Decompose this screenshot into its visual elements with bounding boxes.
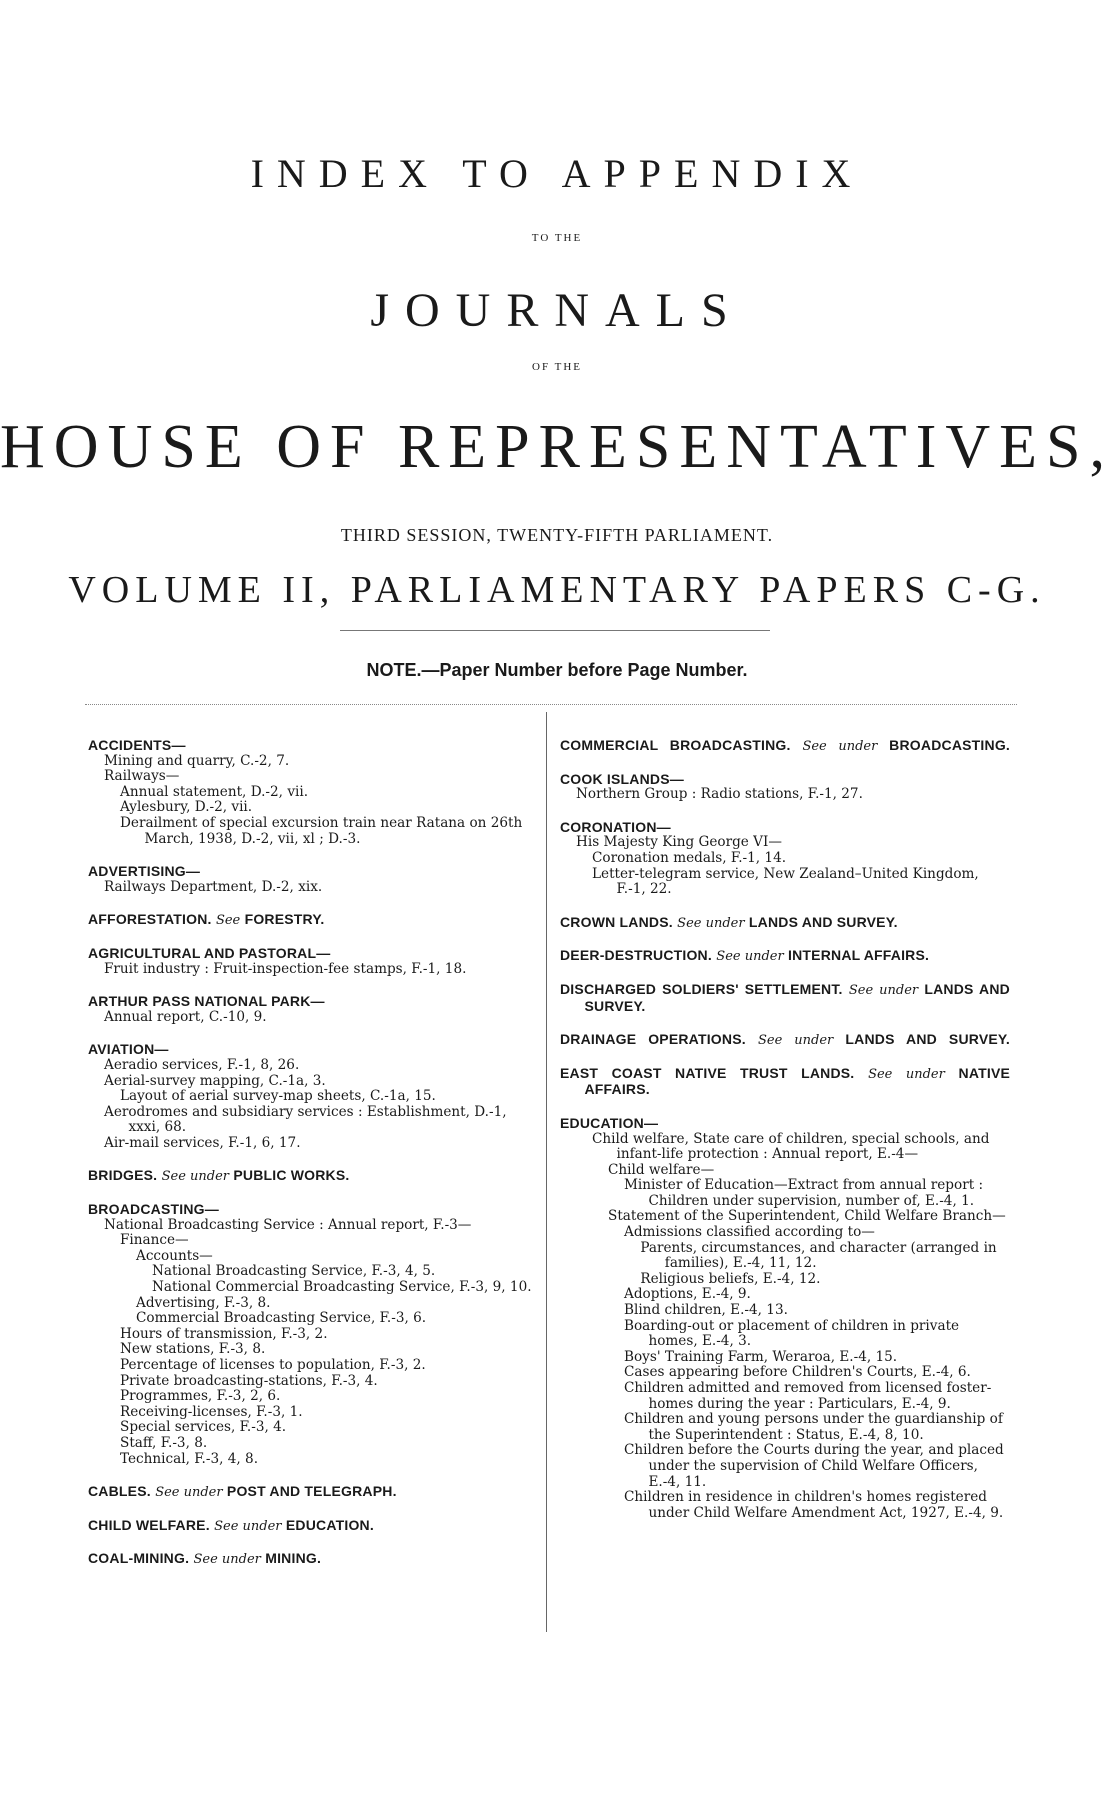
entry-line: Technical, F.-3, 4, 8. (120, 1450, 259, 1467)
index-entry-coronation (560, 820, 1010, 898)
cross-reference: MINING. (265, 1550, 322, 1567)
entry-line: Aylesbury, D.-2, vii. (120, 799, 253, 816)
entry-line: Programmes, F.-3, 2, 6. (120, 1388, 281, 1405)
entry-line: Adoptions, E.-4, 9. (624, 1286, 751, 1303)
entry-line: Aerodromes and subsidiary services : Establishment, D.-1, xxxi, 68. (104, 1103, 507, 1136)
cross-reference: LANDS AND SURVEY. (845, 1031, 1010, 1048)
index-entry-deer-destruction (560, 948, 1010, 965)
header-dotted-rule (85, 704, 1017, 705)
index-entry-advertising (88, 864, 533, 895)
entry-line: Blind children, E.-4, 13. (624, 1302, 788, 1319)
title-house-of-representatives: HOUSE OF REPRESENTATIVES, (0, 413, 1114, 481)
entry-heading: AGRICULTURAL AND PASTORAL— (88, 944, 331, 961)
cross-reference: BROADCASTING. (889, 737, 1010, 753)
index-entry-cook-islands (560, 772, 1010, 803)
index-entry-commercial-broadcasting (560, 738, 1010, 755)
entry-heading: ADVERTISING— (88, 863, 201, 880)
entry-heading: ACCIDENTS— (88, 737, 186, 753)
see-reference-label: See under (155, 1485, 223, 1501)
cross-reference: FORESTRY. (244, 911, 325, 928)
see-reference-label: See under (802, 739, 878, 754)
see-reference-label: See under (848, 982, 919, 998)
see-reference-label: See under (716, 949, 784, 965)
entry-line: Railways— (104, 768, 180, 785)
entry-line: Children before the Courts during the year, and placed under the supervision of Child Welfare Officers, E.-4, 11. (624, 1442, 1004, 1490)
entry-heading: BRIDGES. (88, 1167, 158, 1184)
entry-line: Minister of Education—Extract from annual report : (624, 1177, 984, 1194)
entry-line: National Commercial Broadcasting Service, F.-3, 9, 10. (152, 1279, 532, 1296)
index-entry-discharged-soldiers (560, 982, 1010, 1015)
entry-line: Hours of transmission, F.-3, 2. (120, 1325, 328, 1342)
index-entry-cables (88, 1484, 533, 1501)
index-entry-crown-lands (560, 915, 1010, 932)
entry-line: Layout of aerial survey-map sheets, C.-1a, 15. (120, 1088, 436, 1105)
index-entry-education (560, 1116, 1010, 1521)
title-index-to-appendix: INDEX TO APPENDIX (250, 151, 864, 196)
entry-heading: EDUCATION— (560, 1114, 659, 1131)
entry-line: Derailment of special excursion train near Ratana on 26th March, 1938, D.-2, vii, xl ; D.-3. (120, 814, 523, 847)
entry-line: Annual statement, D.-2, vii. (120, 783, 309, 800)
entry-line: Mining and quarry, C.-2, 7. (104, 752, 290, 769)
entry-line: Religious beliefs, E.-4, 12. (640, 1270, 821, 1287)
entry-line: Coronation medals, F.-1, 14. (592, 849, 787, 866)
entry-line: Percentage of licenses to population, F.-3, 2. (120, 1357, 426, 1373)
index-entry-bridges (88, 1168, 533, 1185)
note-line: NOTE.—Paper Number before Page Number. (366, 660, 748, 680)
entry-line: New stations, F.-3, 8. (120, 1341, 266, 1358)
see-reference-label: See under (214, 1518, 282, 1534)
entry-heading: EAST COAST NATIVE TRUST LANDS. (560, 1064, 855, 1081)
title-journals: JOURNALS (370, 284, 744, 337)
see-reference-label: See under (161, 1169, 230, 1185)
entry-line: Admissions classified according to— (624, 1224, 875, 1241)
entry-heading: AVIATION— (88, 1041, 169, 1058)
entry-line: Special services, F.-3, 4. (120, 1419, 287, 1436)
see-reference-label: See under (758, 1033, 834, 1049)
entry-line: Child welfare, State care of children, special schools, and infant-life protection : Annual report, E.-4— (592, 1130, 990, 1163)
entry-line: Staff, F.-3, 8. (120, 1434, 208, 1451)
title-to-the: TO THE (531, 232, 583, 244)
entry-line: Children admitted and removed from licensed foster-homes during the year : Particulars, E.-4, 9. (624, 1380, 992, 1412)
index-entry-accidents (88, 738, 533, 847)
entry-heading: DISCHARGED SOLDIERS' SETTLEMENT. (560, 980, 843, 997)
see-reference-label: See (215, 913, 241, 929)
cross-reference: INTERNAL AFFAIRS. (788, 947, 930, 964)
entry-line: Northern Group : Radio stations, F.-1, 27. (576, 786, 863, 803)
entry-heading: DEER-DESTRUCTION. (560, 947, 712, 964)
entry-line: Letter-telegram service, New Zealand–United Kingdom, F.-1, 22. (592, 865, 979, 898)
see-reference-label: See under (677, 915, 745, 931)
entry-line: Railways Department, D.-2, xix. (104, 878, 323, 895)
entry-line: Child welfare— (608, 1161, 715, 1178)
entry-line: National Broadcasting Service : Annual report, F.-3— (104, 1216, 472, 1233)
left-column (88, 738, 533, 1585)
entry-heading: CABLES. (88, 1483, 151, 1500)
right-column (560, 738, 1010, 1538)
title-divider (340, 630, 770, 631)
entry-line: National Broadcasting Service, F.-3, 4, 5. (152, 1263, 436, 1280)
index-entry-afforestation (88, 912, 533, 929)
entry-line: Private broadcasting-stations, F.-3, 4. (120, 1372, 378, 1389)
entry-line: Fruit industry : Fruit-inspection-fee stamps, F.-1, 18. (104, 960, 467, 977)
entry-line: Aerial-survey mapping, C.-1a, 3. (104, 1072, 326, 1089)
index-entry-coal-mining (88, 1551, 533, 1568)
entry-line: Advertising, F.-3, 8. (136, 1294, 271, 1311)
entry-heading: BROADCASTING— (88, 1201, 219, 1218)
entry-line: Accounts— (136, 1247, 213, 1264)
entry-line: Children in residence in children's homes registered under Child Welfare Amendment Act, 1927, E.-4, 9. (624, 1489, 1004, 1521)
cross-reference: NATIVE AFFAIRS. (584, 1064, 1011, 1098)
cross-reference: EDUCATION. (285, 1516, 374, 1533)
entry-line: Children under supervision, number of, E.-4, 1. (648, 1192, 975, 1209)
entry-heading: COMMERCIAL BROADCASTING. (560, 737, 791, 753)
see-reference-label: See under (868, 1066, 945, 1082)
entry-line: Children and young persons under the guardianship of the Superintendent : Status, E.-4, 8, 10. (624, 1411, 1003, 1443)
cross-reference: LANDS AND SURVEY. (584, 980, 1010, 1014)
cross-reference: PUBLIC WORKS. (233, 1167, 350, 1184)
index-entry-east-coast (560, 1066, 1010, 1099)
entry-line: Receiving-licenses, F.-3, 1. (120, 1403, 303, 1420)
entry-line: Commercial Broadcasting Service, F.-3, 6. (136, 1310, 427, 1327)
entry-line: Air-mail services, F.-1, 6, 17. (104, 1134, 301, 1151)
entry-line: His Majesty King George VI— (576, 834, 782, 851)
entry-line: Boys' Training Farm, Weraroa, E.-4, 15. (624, 1348, 898, 1365)
title-of-the: OF THE (532, 361, 582, 373)
entry-heading: ARTHUR PASS NATIONAL PARK— (88, 993, 325, 1010)
entry-line: Finance— (120, 1232, 189, 1249)
entry-line: Statement of the Superintendent, Child Welfare Branch— (608, 1208, 1006, 1225)
entry-line: Parents, circumstances, and character (arranged in families), E.-4, 11, 12. (640, 1239, 997, 1272)
column-divider (546, 712, 547, 1632)
see-reference-label: See under (193, 1552, 261, 1568)
entry-heading: DRAINAGE OPERATIONS. (560, 1031, 746, 1048)
entry-heading: CROWN LANDS. (560, 913, 673, 930)
cross-reference: POST AND TELEGRAPH. (226, 1483, 397, 1500)
session-line: THIRD SESSION, TWENTY-FIFTH PARLIAMENT. (340, 525, 774, 545)
index-entry-arthur-pass (88, 994, 533, 1025)
index-entry-broadcasting (88, 1202, 533, 1467)
entry-heading: CHILD WELFARE. (88, 1516, 210, 1533)
entry-line: Boarding-out or placement of children in private homes, E.-4, 3. (624, 1317, 960, 1350)
index-entry-aviation (88, 1042, 533, 1151)
entry-heading: COAL-MINING. (88, 1550, 190, 1567)
entry-heading: COOK ISLANDS— (560, 770, 684, 787)
index-entry-agricultural (88, 946, 533, 977)
index-entry-child-welfare (88, 1518, 533, 1535)
volume-line: VOLUME II, PARLIAMENTARY PAPERS C-G. (68, 569, 1046, 611)
entry-line: Cases appearing before Children's Courts, E.-4, 6. (624, 1364, 971, 1381)
cross-reference: LANDS AND SURVEY. (748, 913, 898, 930)
entry-heading: CORONATION— (560, 818, 671, 835)
entry-line: Annual report, C.-10, 9. (104, 1008, 267, 1025)
entry-line: Aeradio services, F.-1, 8, 26. (104, 1056, 300, 1073)
index-entry-drainage (560, 1032, 1010, 1049)
entry-heading: AFFORESTATION. (88, 911, 212, 928)
